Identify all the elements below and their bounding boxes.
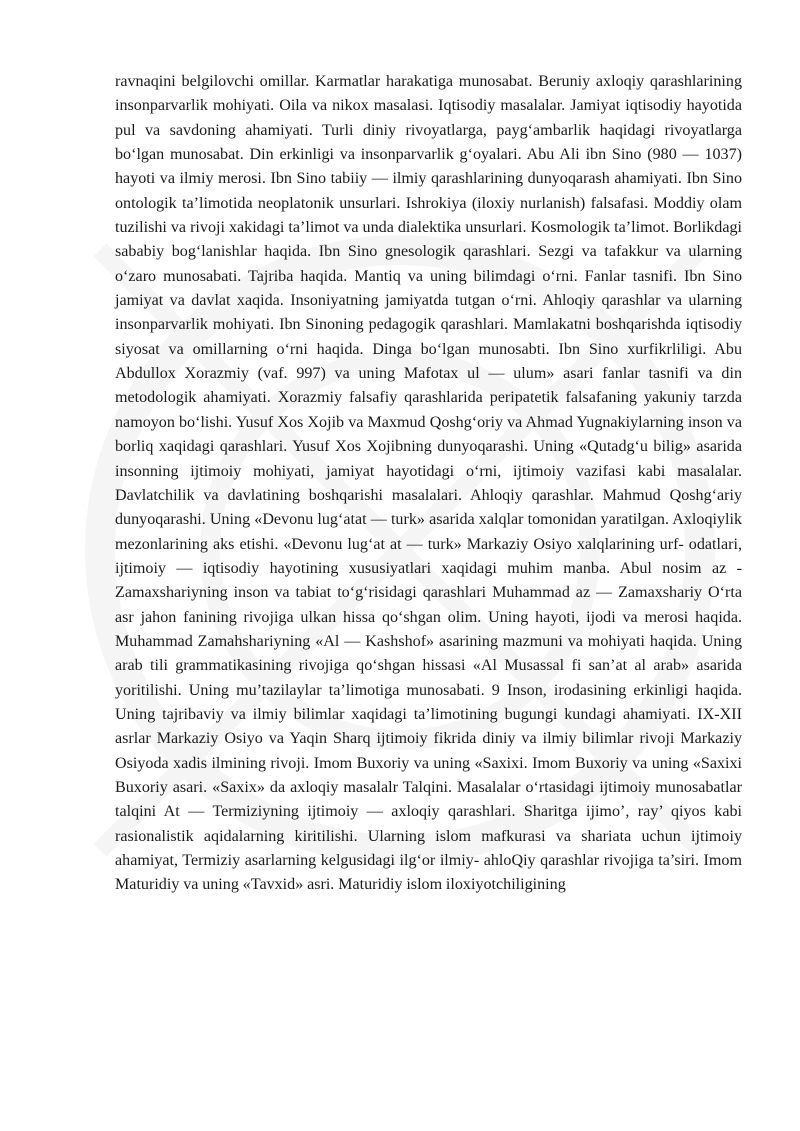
- body-paragraph: ravnaqini belgilovchi omillar. Karmatlar harakatiga munosabat. Beruniy axloqiy qarashlarining insonparvarlik mohiyati. Oila va nikox masalasi. Iqtisodiy masalalar. Jamiyat iqtisodiy hayotida pul va savdoning ahamiyati. Turli diniy rivoyatlarga, payg‘ambarlik haqidagi rivoyatlarga bo‘lgan munosabat. Din erkinligi va insonparvarlik g‘oyalari. Abu Ali ibn Sino (980 — 1037) hayoti va ilmiy merosi. Ibn Sino tabiiy — ilmiy qarashlarining dunyoqarash ahamiyati. Ibn Sino ontologik ta’limotida neoplatonik unsurlari. Ishrokiya (iloxiy nurlanish) falsafasi. Moddiy olam tuzilishi va rivoji xakidagi ta’limot va unda dialektika unsurlari. Kosmologik ta’limot. Borlikdagi sababiy bog‘lanishlar haqida. Ibn Sino gnesologik qarashlari. Sezgi va tafakkur va ularning o‘zaro munosabati. Tajriba haqida. Mantiq va uning bilimdagi o‘rni. Fanlar tasnifi. Ibn Sino jamiyat va davlat xaqida. Insoniyatning jamiyatda tutgan o‘rni. Ahloqiy qarashlar va ularning insonparvarlik mohiyati. Ibn Sinoning pedagogik qarashlari. Mamlakatni boshqarishda iqtisodiy siyosat va omillarning o‘rni haqida. Dinga bo‘lgan munosabti. Ibn Sino xurfikrliligi. Abu Abdullox Xorazmiy (vaf. 997) va uning Mafotax ul — ulum» asari fanlar tasnifi va din metodologik ahamiyati. Xorazmiy falsafiy qarashlarida peripatetik falsafaning yakuniy tarzda namoyon bo‘lishi. Yusuf Xos Xojib va Maxmud Qoshg‘oriy va Ahmad Yugnakiylarning inson va borliq xaqidagi qarashlari. Yusuf Xos Xojibning dunyoqarashi. Uning «Qutadg‘u bilig» asarida insonning ijtimoiy mohiyati, jamiyat hayotidagi o‘rni, ijtimoiy vazifasi kabi masalalar. Davlatchilik va davlatining boshqarishi masalalari. Ahloqiy qarashlar. Mahmud Qoshg‘ariy dunyoqarashi. Uning «Devonu lug‘atat — turk» asarida xalqlar tomonidan yaratilgan. Axloqiylik mezonlarining aks etishi. «Devonu lug‘at at — turk» Markaziy Osiyo xalqlarining urf- odatlari, ijtimoiy — iqtisodiy hayotining xususiyatlari xaqidagi muhim manba. Abul nosim az -Zamaxshariyning inson va tabiat to‘g‘risidagi qarashlari Muhammad az — Zamaxshariy O‘rta asr jahon fanining rivojiga ulkan hissa qo‘shgan olim. Uning hayoti, ijodi va merosi haqida. Muhammad Zamahshariyning «Al — Kashshof» asarining mazmuni va mohiyati haqida. Uning arab tili grammatikasining rivojiga qo‘shgan hissasi «Al Musassal fi san’at al arab» asarida yoritilishi. Uning mu’tazilaylar ta’limotiga munosabati. 9 Inson, irodasining erkinligi haqida. Uning tajribaviy va ilmiy bilimlar xaqidagi ta’limotining bugungi kundagi ahamiyati. IX-XII asrlar Markaziy Osiyo va Yaqin Sharq ijtimoiy fikrida diniy va ilmiy bilimlar rivoji Markaziy Osiyoda xadis ilmining rivoji. Imom Buxoriy va uning «Saxixi. Imom Buxoriy va uning «Saxixi Buxoriy asari. «Saxix» da axloqiy masalalr Talqini. Masalalar o‘rtasidagi ijtimoiy munosabatlar talqini At — Termiziyning ijtimoiy — axloqiy qarashlari. Sharitga ijimo’, ray’ qiyos kabi rasionalistik aqidalarning kiritilishi. Ularning islom mafkurasi va shariata uchun ijtimoiy ahamiyat, Termiziy asarlarning kelgusidagi ilg‘or ilmiy- ahloQiy qarashlar rivojiga ta’siri. Imom Maturidiy va uning «Tavxid» asri. Maturidiy islom iloxiyotchiligining: [115, 73, 742, 894]
